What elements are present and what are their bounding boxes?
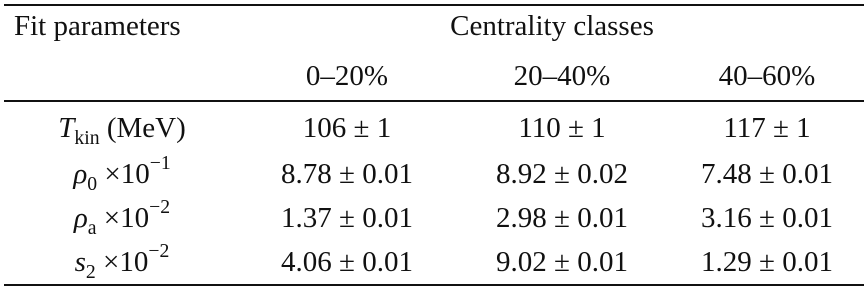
column-header-20-40: 20–40% bbox=[454, 52, 670, 101]
value-cell: 117 ± 1 bbox=[723, 112, 811, 144]
param-symbol: s bbox=[74, 245, 86, 278]
value-cell: 8.92 ± 0.02 bbox=[496, 157, 628, 190]
param-subscript: a bbox=[87, 216, 97, 239]
param-suffix: ×10 bbox=[95, 245, 149, 278]
param-symbol: ρ bbox=[73, 201, 88, 234]
fit-parameters-table bbox=[4, 4, 864, 286]
fit-parameters-header: Fit parameters bbox=[14, 10, 181, 42]
param-symbol: ρ bbox=[73, 157, 88, 190]
value-cell: 8.78 ± 0.01 bbox=[281, 157, 413, 190]
value-cell: 1.29 ± 0.01 bbox=[701, 245, 833, 278]
param-subscript: 0 bbox=[87, 172, 98, 195]
value-cell: 1.37 ± 0.01 bbox=[281, 201, 413, 234]
value-cell: 4.06 ± 0.01 bbox=[281, 245, 413, 278]
param-power: −2 bbox=[149, 195, 171, 218]
param-subscript: 2 bbox=[85, 260, 96, 283]
param-suffix: ×10 bbox=[96, 201, 150, 234]
table-row bbox=[4, 152, 864, 196]
value-cell: 7.48 ± 0.01 bbox=[701, 157, 833, 190]
value-cell: 9.02 ± 0.01 bbox=[496, 245, 628, 278]
row-param-label bbox=[4, 240, 240, 285]
header-row-top bbox=[4, 5, 864, 52]
table-row bbox=[4, 196, 864, 240]
table-row bbox=[4, 240, 864, 285]
value-cell: 3.16 ± 0.01 bbox=[701, 201, 833, 234]
row-param-label bbox=[4, 101, 240, 152]
column-header-40-60: 40–60% bbox=[670, 52, 864, 101]
param-power: −1 bbox=[149, 151, 171, 174]
table-row bbox=[4, 101, 864, 152]
param-symbol: T bbox=[58, 112, 75, 144]
header-blank-cell bbox=[4, 52, 240, 101]
value-cell: 2.98 ± 0.01 bbox=[496, 201, 628, 234]
header-row-columns bbox=[4, 52, 864, 101]
param-subscript: kin bbox=[74, 126, 100, 149]
column-header-0-20: 0–20% bbox=[240, 52, 454, 101]
centrality-classes-header: Centrality classes bbox=[450, 10, 654, 42]
row-param-label bbox=[4, 196, 240, 240]
param-suffix: ×10 bbox=[97, 157, 150, 190]
param-power: −2 bbox=[148, 239, 170, 262]
value-cell: 106 ± 1 bbox=[302, 112, 392, 144]
row-param-label bbox=[4, 152, 240, 196]
value-cell: 110 ± 1 bbox=[518, 112, 606, 144]
param-suffix: (MeV) bbox=[99, 112, 186, 144]
